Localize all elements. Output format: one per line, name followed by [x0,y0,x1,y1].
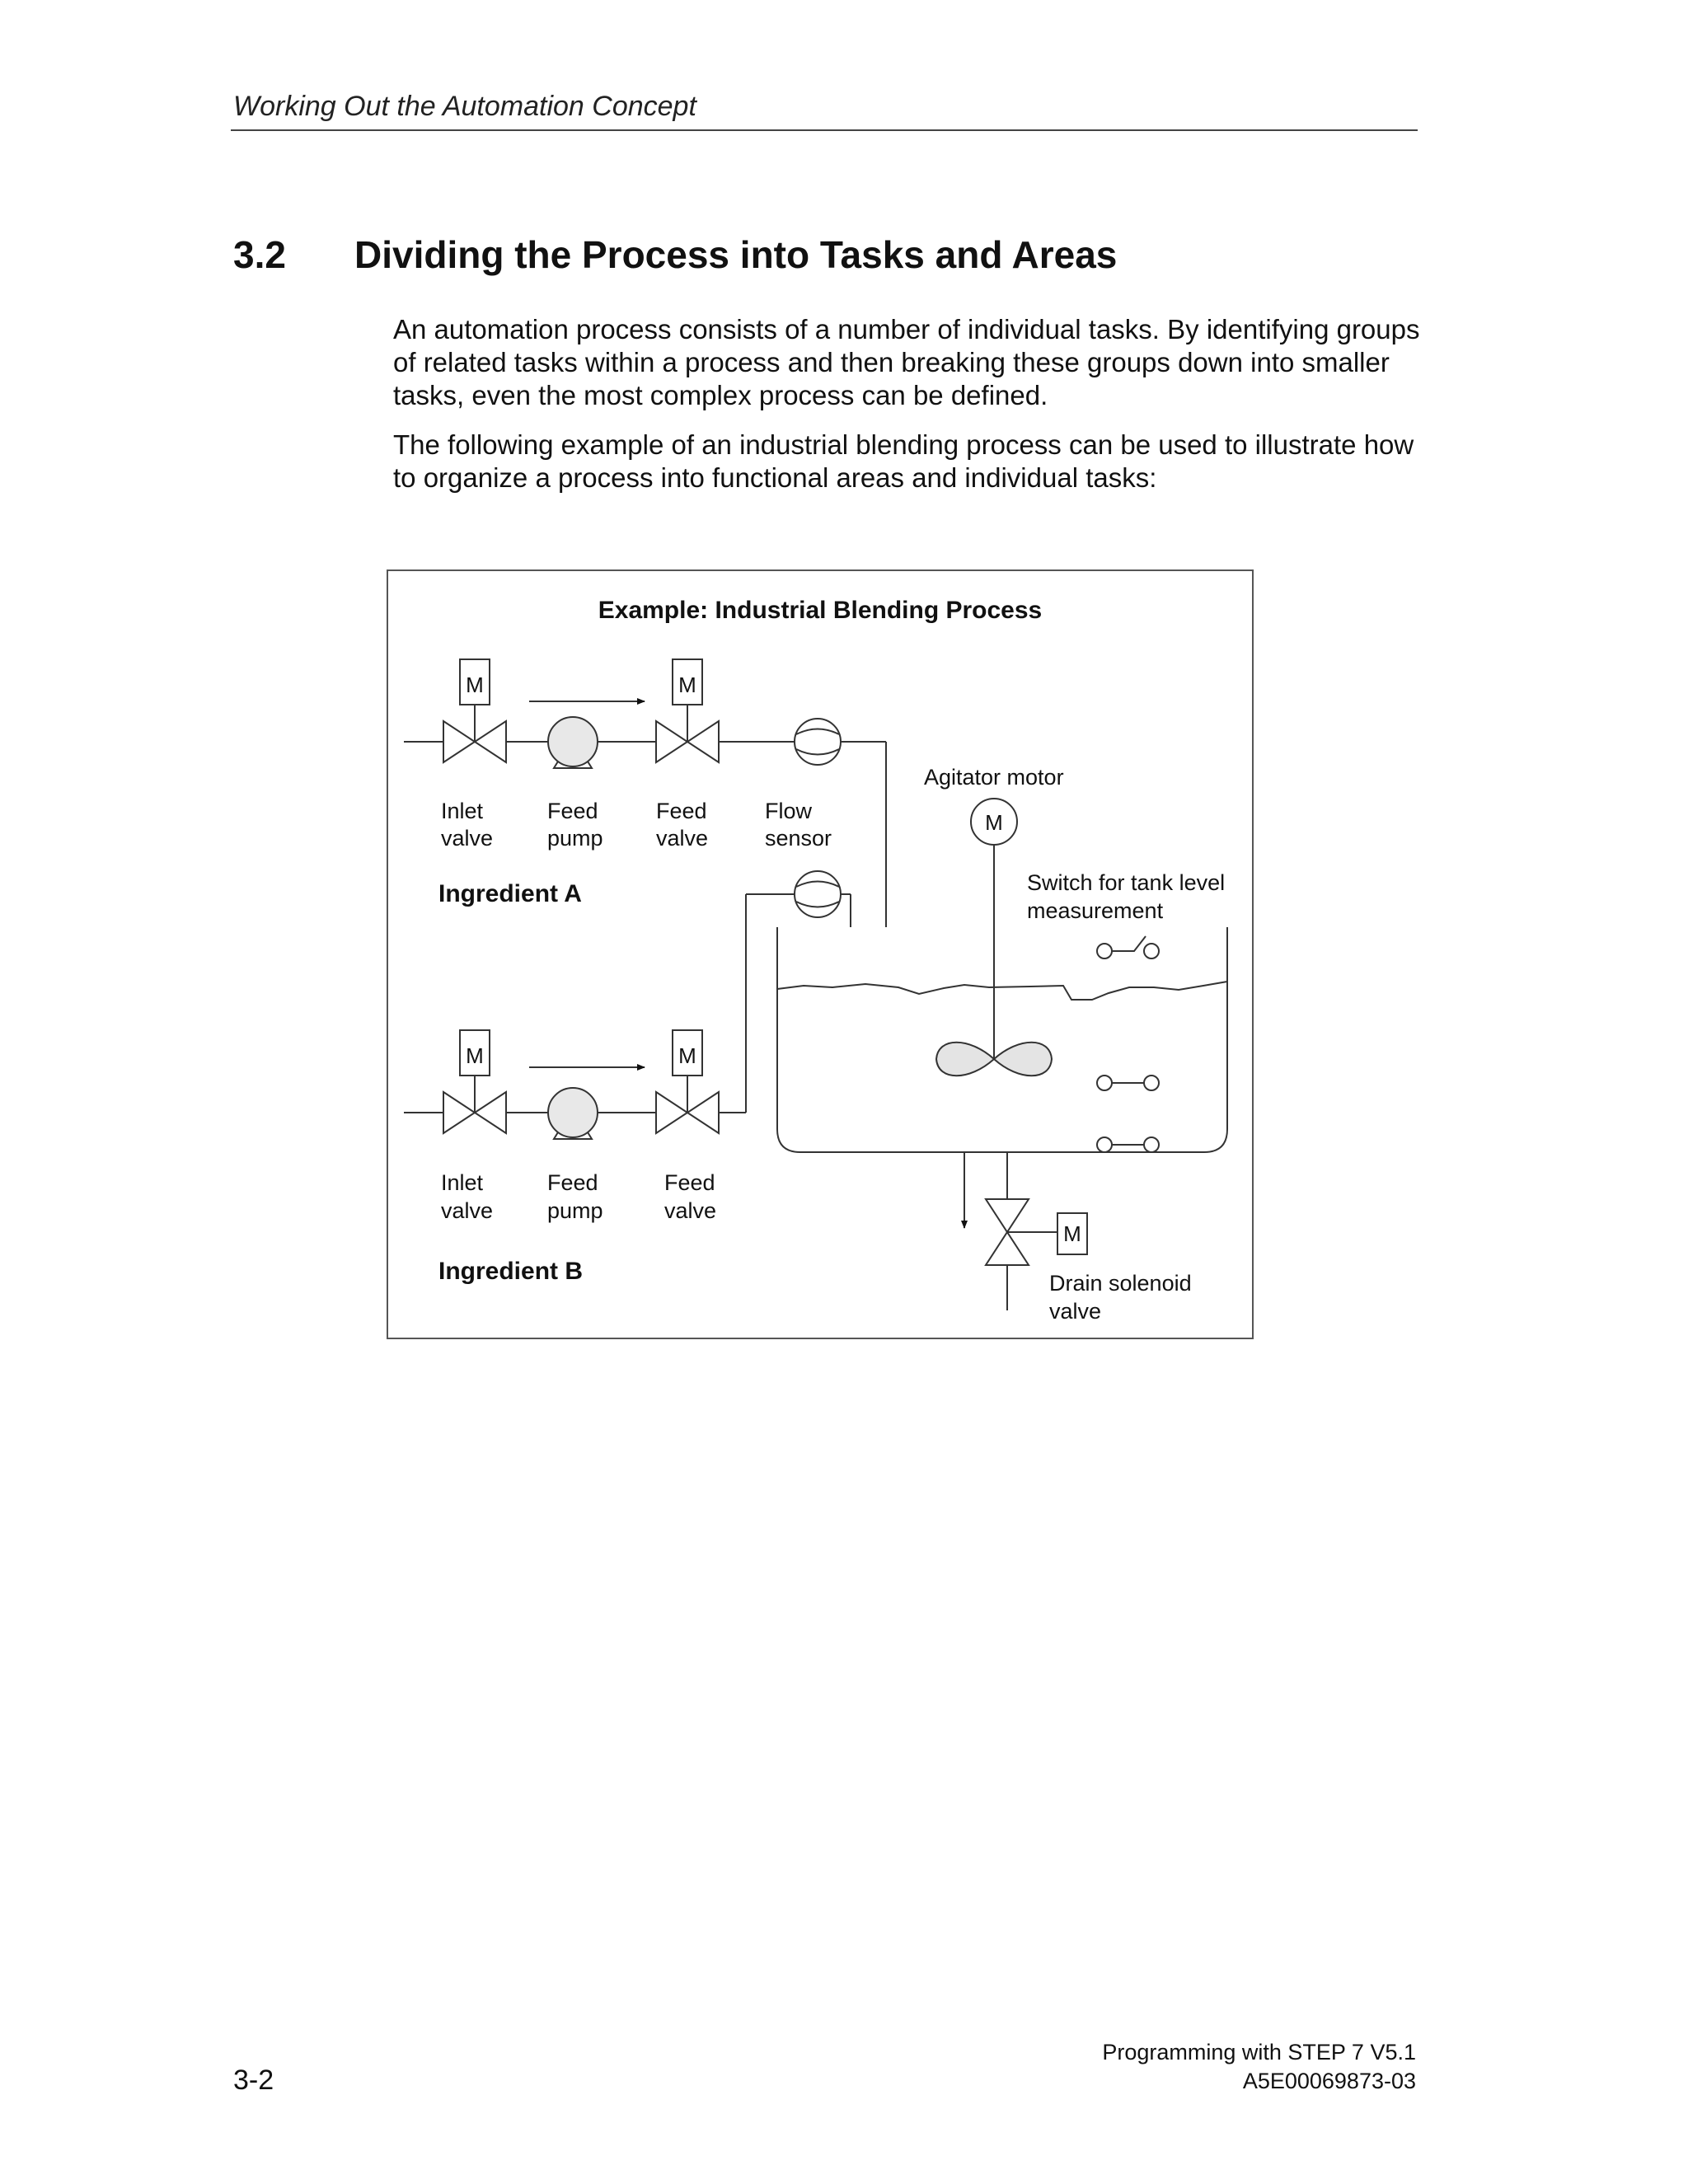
label-flow-sensor-2: sensor [765,826,832,851]
motor-symbol-agitator: M [985,810,1003,835]
label-inlet-valve-b-1: Inlet [441,1170,484,1195]
footer-document-number: A5E00069873-03 [1242,2069,1416,2093]
motor-symbol-feed-b: M [678,1043,696,1068]
running-header: Working Out the Automation Concept [233,91,696,122]
level-switch-bottom [1097,1137,1159,1152]
level-switch-middle [1097,1076,1159,1090]
label-ingredient-b: Ingredient B [438,1258,584,1285]
feed-pump-b [548,1088,598,1139]
motor-symbol-inlet-b: M [466,1043,484,1068]
motor-symbol-feed-a: M [678,673,696,697]
label-feed-pump-b-1: Feed [547,1170,598,1195]
intro-paragraph: An automation process consists of a number of individual tasks. By identifying groups of related tasks within a process and then breaking these groups down into smaller tasks, even the most complex process can be defined. [393,314,1420,410]
label-feed-valve-a-2: valve [656,826,709,851]
label-level-switch-1: Switch for tank level [1027,870,1226,895]
feed-pump-a [548,717,598,768]
label-drain-valve-1: Drain solenoid [1049,1271,1192,1296]
motor-symbol-inlet-a: M [466,673,484,697]
label-feed-valve-a-1: Feed [656,799,707,823]
section-number: 3.2 [233,233,286,276]
label-feed-valve-b-1: Feed [664,1170,715,1195]
page-number: 3-2 [233,2064,274,2096]
motor-symbol-drain: M [1063,1221,1081,1246]
label-inlet-valve-a-2: valve [441,826,494,851]
figure-title: Example: Industrial Blending Process [598,597,1043,624]
section-title: Dividing the Process into Tasks and Areas [354,233,1118,276]
flow-sensor-b [795,871,841,917]
label-feed-pump-a-2: pump [547,826,603,851]
label-ingredient-a: Ingredient A [438,880,582,907]
level-switch-top [1097,936,1159,958]
tank-liquid-surface [777,982,1227,1000]
label-feed-valve-b-2: valve [664,1198,717,1223]
label-flow-sensor-1: Flow [765,799,813,823]
label-drain-valve-2: valve [1049,1299,1102,1324]
tank-outline [777,927,1227,1152]
label-agitator-motor: Agitator motor [924,765,1064,790]
label-level-switch-2: measurement [1027,898,1164,923]
figure-frame [387,570,1253,1338]
label-feed-pump-a-1: Feed [547,799,598,823]
label-feed-pump-b-2: pump [547,1198,603,1223]
label-inlet-valve-a-1: Inlet [441,799,484,823]
footer-product: Programming with STEP 7 V5.1 [1102,2040,1416,2064]
example-paragraph: The following example of an industrial blending process can be used to illustrate how to organize a process into functional areas and individual tasks: [393,429,1414,493]
flow-sensor-a [795,719,841,765]
label-inlet-valve-b-2: valve [441,1198,494,1223]
